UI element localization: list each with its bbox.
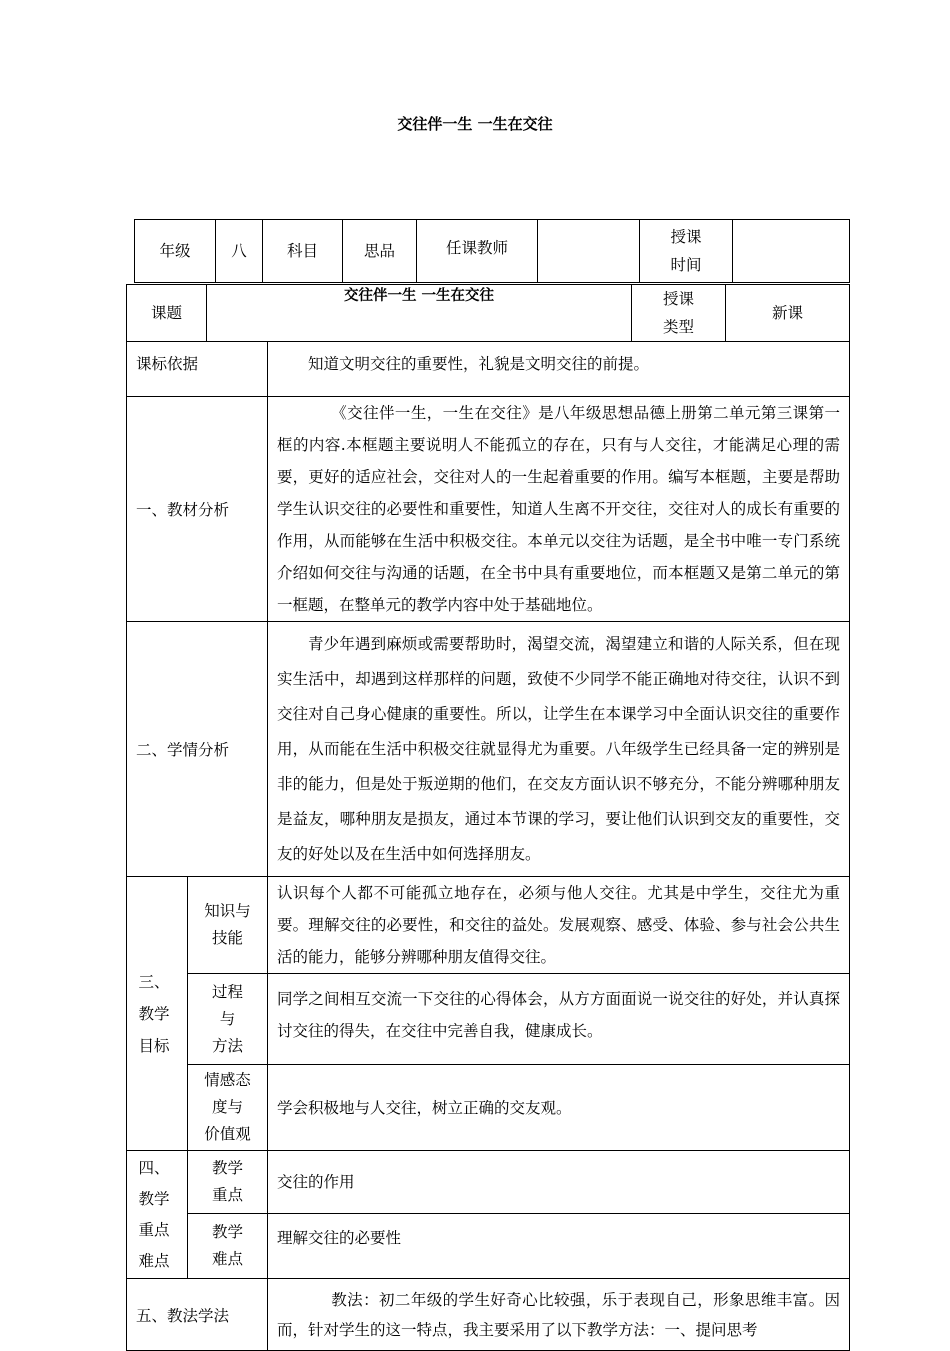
grade-label: 年级 <box>135 220 216 283</box>
type-label <box>632 285 726 342</box>
grade-value: 八 <box>216 220 263 283</box>
standard-label: 课标依据 <box>127 342 268 397</box>
difficulty-label-line1: 教学 <box>212 1223 244 1241</box>
emotion-label-line3: 价值观 <box>204 1125 251 1143</box>
key-label-line4: 难点 <box>138 1251 170 1270</box>
process-label-line1: 过程 <box>212 982 244 1001</box>
knowledge-label-line1: 知识与 <box>204 902 251 920</box>
teacher-label-text: 任课教师 <box>445 239 508 257</box>
lesson-plan-table <box>126 341 850 1351</box>
material-text: 《交往伴一生，一生在交往》是八年级思想品德上册第二单元第三课第一框的内容.本框题主要说明人不能孤立的存在，只有与人交往，才能满足心理的需要，更好的适应社会，交往对人的一生起着重要的作用。编写本框题，主要是帮助学生认识交往的必要性和重要性，知道人生离不开交往，交往对人的成长有重要的作用，从而能够在生活中积极交往。本单元以交往为话题，是全书中唯一专门系统介绍如何交往与沟通的话题，在全书中具有重要地位，而本框题又是第二单元的第一框题，在整单元的教学内容中处于基础地位。 <box>268 397 850 622</box>
focus-label-line2: 重点 <box>212 1186 244 1204</box>
method-label: 五、教法学法 <box>127 1279 268 1351</box>
key-label-line2: 教学 <box>138 1189 170 1208</box>
process-label-line2: 与 <box>219 1009 236 1028</box>
focus-label-line1: 教学 <box>212 1159 244 1177</box>
goal-label-line2: 教学 <box>138 1004 170 1023</box>
process-text: 同学之间相互交流一下交往的心得体会，从方方面面说一说交往的好处，并认真探讨交往的得失，在交往中完善自我，健康成长。 <box>268 974 850 1065</box>
time-label-line1: 授课 <box>670 228 702 246</box>
type-label-line1: 授课 <box>662 290 694 308</box>
standard-text: 知道文明交往的重要性，礼貌是文明交往的前提。 <box>268 342 850 397</box>
document-title: 交往伴一生 一生在交往 <box>397 115 553 133</box>
header-table <box>134 219 850 283</box>
subject-label: 科目 <box>263 220 343 283</box>
difficulty-text: 理解交往的必要性 <box>268 1214 850 1279</box>
focus-text: 交往的作用 <box>268 1151 850 1214</box>
focus-label <box>188 1151 268 1214</box>
type-label-line2: 类型 <box>662 318 694 336</box>
type-value: 新课 <box>726 285 850 342</box>
method-text: 教法：初二年级的学生好奇心比较强，乐于表现自己，形象思维丰富。因而，针对学生的这一特点，我主要采用了以下教学方法：一、提问思考 <box>268 1279 850 1351</box>
material-label: 一、教材分析 <box>127 397 268 622</box>
emotion-label <box>188 1065 268 1151</box>
subject-value: 思品 <box>343 220 417 283</box>
knowledge-label <box>188 877 268 974</box>
knowledge-text: 认识每个人都不可能孤立地存在，必须与他人交往。尤其是中学生，交往尤为重要。理解交往的必要性，和交往的益处。发展观察、感受、体验、参与社会公共生活的能力，能够分辨哪种朋友值得交往。 <box>268 877 850 974</box>
goal-label-line1: 三、 <box>138 972 170 991</box>
key-label-line3: 重点 <box>138 1220 170 1239</box>
difficulty-label-line2: 难点 <box>212 1250 244 1268</box>
emotion-label-line1: 情感态 <box>204 1071 251 1089</box>
key-label <box>127 1151 188 1279</box>
knowledge-label-line2: 技能 <box>212 929 244 947</box>
topic-table <box>126 284 850 342</box>
process-label <box>188 974 268 1065</box>
goal-label-line3: 目标 <box>138 1036 170 1055</box>
topic-value: 交往伴一生 一生在交往 <box>207 285 632 342</box>
emotion-text: 学会积极地与人交往，树立正确的交友观。 <box>268 1065 850 1151</box>
teacher-label <box>417 220 538 283</box>
goal-label <box>127 877 188 1151</box>
student-label: 二、学情分析 <box>127 622 268 877</box>
time-value <box>733 220 850 283</box>
student-text: 青少年遇到麻烦或需要帮助时，渴望交流，渴望建立和谐的人际关系，但在现实生活中，却遇到这样那样的问题，致使不少同学不能正确地对待交往，认识不到交往对自己身心健康的重要性。所以，让学生在本课学习中全面认识交往的重要作用，从而能在生活中积极交往就显得尤为重要。八年级学生已经具备一定的辨别是非的能力，但是处于叛逆期的他们，在交友方面认识不够充分，不能分辨哪种朋友是益友，哪种朋友是损友，通过本节课的学习，要让他们认识到交友的重要性，交友的好处以及在生活中如何选择朋友。 <box>268 622 850 877</box>
key-label-line1: 四、 <box>138 1158 170 1177</box>
topic-label: 课题 <box>127 285 207 342</box>
time-label-line2: 时间 <box>670 256 702 274</box>
emotion-label-line2: 度与 <box>212 1098 244 1116</box>
difficulty-label <box>188 1214 268 1279</box>
teacher-value <box>538 220 640 283</box>
process-label-line3: 方法 <box>212 1036 244 1055</box>
time-label <box>640 220 733 283</box>
